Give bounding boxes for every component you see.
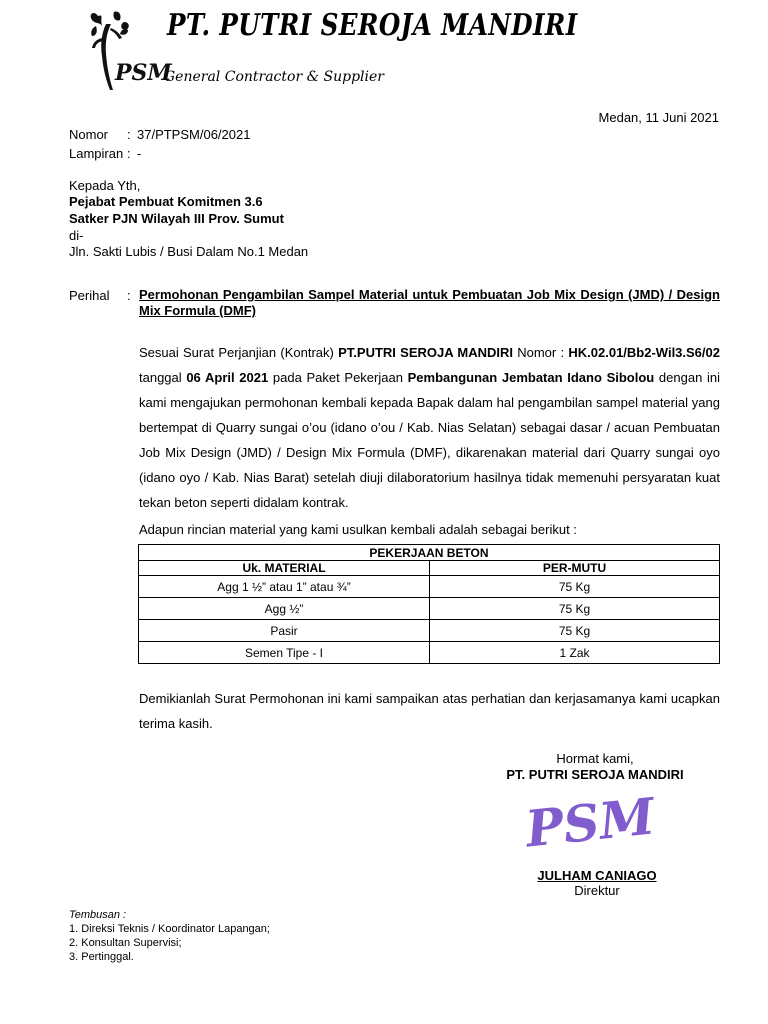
table-cell-quantity: 75 Kg — [430, 576, 720, 598]
signoff-regards: Hormat kami, — [556, 751, 634, 766]
table-title: PEKERJAAN BETON — [139, 545, 720, 561]
body-paragraph-1 — [139, 340, 720, 515]
cc-item: 2. Konsultan Supervisi; — [69, 937, 182, 949]
signoff-company: PT. PUTRI SEROJA MANDIRI — [506, 767, 684, 782]
closing-paragraph: Demikianlah Surat Permohonan ini kami sampaikan atas perhatian dan kerjasamanya kami ucapkan terima kasih. — [139, 691, 720, 731]
signoff-block — [500, 751, 690, 782]
cc-block — [69, 908, 270, 964]
p1-text-c: tanggal — [139, 370, 187, 385]
lampiran-colon: : — [127, 146, 131, 161]
table-row — [139, 598, 720, 620]
cc-item: 3. Pertinggal. — [69, 951, 134, 963]
table-cell-quantity: 75 Kg — [430, 620, 720, 642]
nomor-row — [69, 127, 250, 142]
company-name: PT. PUTRI SEROJA MANDIRI — [167, 8, 578, 43]
company-logo — [84, 8, 172, 94]
signer-title: Direktur — [574, 883, 620, 898]
material-table — [138, 544, 720, 664]
table-header-row — [139, 561, 720, 576]
table-header-material: Uk. MATERIAL — [139, 561, 430, 576]
nomor-colon: : — [127, 127, 131, 142]
lampiran-row — [69, 146, 141, 161]
company-tagline: General Contractor & Supplier — [164, 69, 384, 85]
stamp-monogram: PSM — [522, 786, 658, 859]
table-cell-material: Semen Tipe - I — [139, 642, 430, 664]
subject-text: Permohonan Pengambilan Sampel Material untuk Pembuatan Job Mix Design (JMD) / Design Mix Formula (DMF) — [139, 287, 720, 318]
table-cell-material: Agg 1 ½” atau 1” atau ¾” — [139, 576, 430, 598]
lampiran-label: Lampiran — [69, 146, 124, 161]
body-paragraph-2: Adapun rincian material yang kami usulkan kembali adalah sebagai berikut : — [139, 522, 577, 537]
table-header-quantity: PER-MUTU — [430, 561, 720, 576]
table-row — [139, 642, 720, 664]
recipient-line-4: Jln. Sakti Lubis / Busi Dalam No.1 Medan — [69, 244, 309, 259]
table-row — [139, 620, 720, 642]
p1-text-b: Nomor : — [512, 345, 569, 360]
recipient-greeting: Kepada Yth, — [69, 178, 141, 193]
company-stamp — [522, 786, 658, 859]
table-cell-material: Pasir — [139, 620, 430, 642]
subject-label: Perihal — [69, 288, 110, 303]
letter-date: Medan, 11 Juni 2021 — [598, 110, 719, 125]
p1-text-a: Sesuai Surat Perjanjian (Kontrak) — [139, 345, 339, 360]
p1-contract-number: HK.02.01/Bb2-Wil3.S6/02 — [568, 345, 720, 360]
logo-monogram: PSM — [115, 60, 172, 86]
table-cell-material: Agg ½” — [139, 598, 430, 620]
p1-project-name: Pembangunan Jembatan Idano Sibolou — [407, 370, 655, 385]
p1-text-d: pada Paket Pekerjaan — [268, 370, 408, 385]
recipient-line-1: Pejabat Pembuat Komitmen 3.6 — [69, 194, 263, 209]
signer-block — [500, 868, 694, 898]
p1-company: PT.PUTRI SEROJA MANDIRI — [338, 345, 513, 360]
table-cell-quantity: 1 Zak — [430, 642, 720, 664]
recipient-line-3: di- — [69, 228, 84, 243]
table-title-row — [139, 545, 720, 561]
recipient-line-2: Satker PJN Wilayah III Prov. Sumut — [69, 211, 284, 226]
subject-colon: : — [127, 288, 131, 303]
table-cell-quantity: 75 Kg — [430, 598, 720, 620]
signer-name: JULHAM CANIAGO — [537, 868, 657, 883]
lampiran-value: - — [137, 146, 142, 161]
nomor-value: 37/PTPSM/06/2021 — [137, 127, 251, 142]
cc-item: 1. Direksi Teknis / Koordinator Lapangan; — [69, 923, 270, 935]
cc-title: Tembusan : — [69, 909, 127, 921]
table-row — [139, 576, 720, 598]
nomor-label: Nomor — [69, 127, 109, 142]
p1-contract-date: 06 April 2021 — [186, 370, 269, 385]
p1-text-e: dengan ini kami mengajukan permohonan kembali kepada Bapak dalam hal pengambilan sampel material yang bertempat di Quarry sungai o’ou (idano o’ou / Kab. Nias Selatan) sebagai dasar / acuan Pembuatan Job Mix Design (JMD) / Design Mix Formula (DMF), dikarenakan material dari Quarry sungai oyo (idano oyo / Kab. Nias Barat) setelah diuji dilaboratorium hasilnya tidak memenuhi persyaratan kuat tekan beton seperti didalam kontrak. — [139, 370, 720, 510]
